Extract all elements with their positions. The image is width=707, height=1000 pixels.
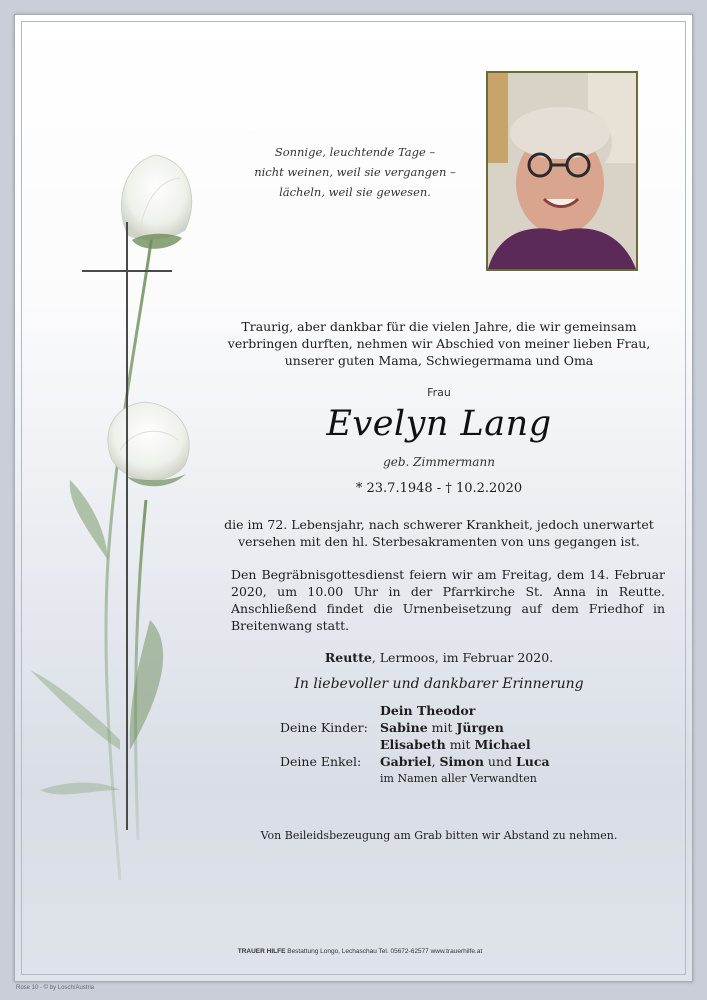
grandchild-name: Gabriel — [380, 754, 432, 769]
signature-row — [280, 719, 550, 736]
portrait-photo — [486, 71, 638, 271]
cross-horizontal-bar — [82, 270, 172, 272]
footer-imprint — [150, 948, 570, 955]
grandchild-name: Luca — [516, 754, 550, 769]
quote-line: nicht weinen, weil sie vergangen – — [254, 165, 456, 179]
connector: und — [483, 754, 517, 769]
place-date — [210, 650, 668, 665]
footer-brand: TRAUER HILFE — [237, 948, 286, 955]
cross-vertical-bar — [126, 222, 128, 830]
signature-row — [280, 702, 550, 719]
grandchild-name: Simon — [439, 754, 484, 769]
salutation: Frau — [427, 386, 451, 399]
deceased-name: Evelyn Lang — [326, 404, 552, 444]
memory-line: In liebevoller und dankbarer Erinnerung — [294, 676, 584, 692]
signature-row — [280, 736, 550, 753]
partner-name: Jürgen — [456, 720, 504, 735]
condolence-note: Von Beileidsbezeugung am Grab bitten wir Abstand zu nehmen. — [260, 829, 618, 842]
quote-line: Sonnige, leuchtende Tage – — [274, 145, 436, 159]
signatures — [280, 702, 550, 787]
children-label: Deine Kinder: — [280, 720, 368, 735]
life-dates: * 23.7.1948 - † 10.2.2020 — [355, 481, 523, 496]
child-name: Sabine — [380, 720, 428, 735]
death-notice-text: die im 72. Lebensjahr, nach schwerer Krankheit, jedoch unerwartet versehen mit den hl. Sterbesakramenten von uns gegangen ist. — [224, 517, 654, 549]
spouse-name: Dein Theodor — [380, 703, 476, 718]
grandchildren-label: Deine Enkel: — [280, 754, 362, 769]
connector: mit — [445, 737, 475, 752]
quote-line: lächeln, weil sie gewesen. — [279, 185, 431, 199]
place-rest: , Lermoos, im Februar 2020. — [371, 650, 554, 665]
intro-text: Traurig, aber dankbar für die vielen Jahre, die wir gemeinsam verbringen durften, nehmen wir Abschied von meiner lieben Frau, unserer guten Mama, Schwiegermama und Oma — [227, 319, 651, 368]
connector: , — [431, 754, 440, 769]
relatives-line: im Namen aller Verwandten — [380, 772, 537, 785]
signature-row — [280, 753, 550, 770]
footer-contact: Bestattung Longo, Lechaschau Tel. 05672-62577 www.trauerhilfe.at — [285, 948, 483, 955]
birth-name: geb. Zimmermann — [383, 455, 495, 469]
place-town: Reutte — [324, 650, 372, 665]
funeral-details: Den Begräbnisgottesdienst feiern wir am Freitag, dem 14. Februar 2020, um 10.00 Uhr in der Pfarrkirche St. Anna in Reutte. Anschließend findet die Urnenbeisetzung auf dem Friedhof in Breitenwang statt. — [231, 567, 665, 633]
signature-row — [280, 770, 550, 787]
poem-quote — [240, 142, 470, 202]
white-rose-illustration — [20, 140, 220, 900]
connector: mit — [427, 720, 457, 735]
child-name: Elisabeth — [380, 737, 446, 752]
partner-name: Michael — [474, 737, 531, 752]
design-credit: Rose 10 - © by Losch/Austria — [16, 985, 95, 991]
portrait-image — [488, 73, 636, 269]
